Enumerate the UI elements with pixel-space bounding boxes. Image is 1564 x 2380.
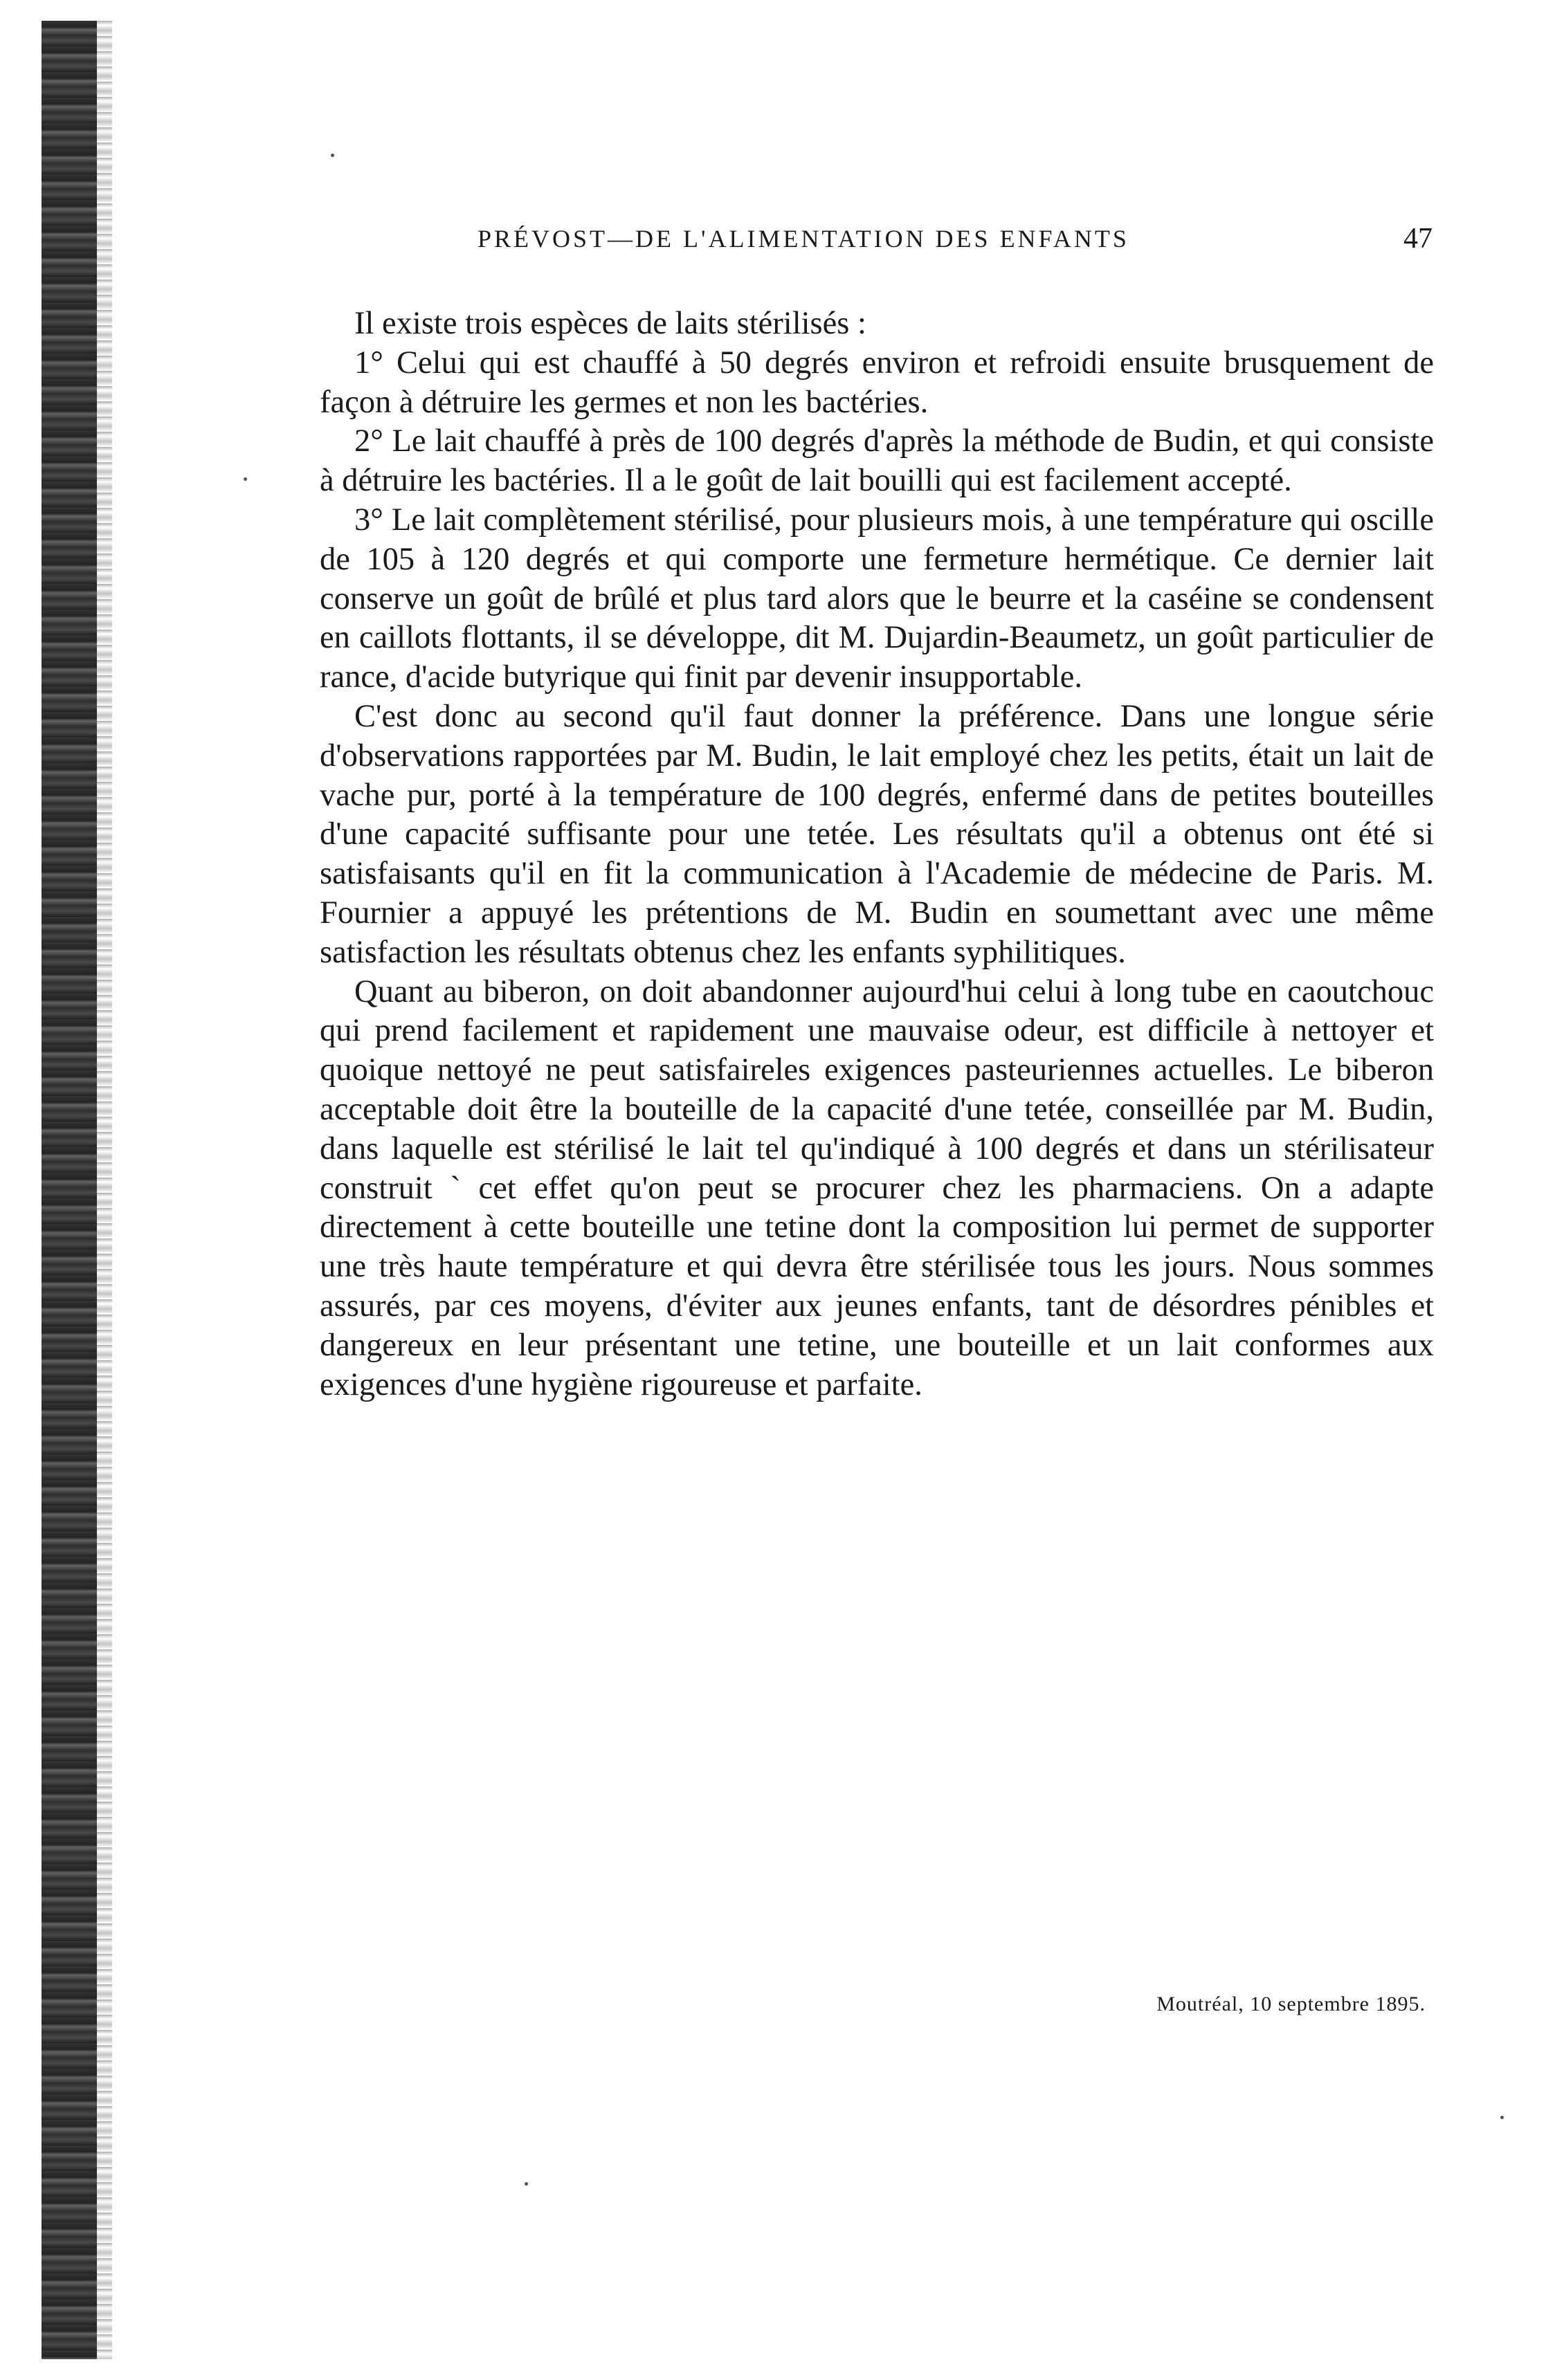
paragraph-type-2: 2° Le lait chauffé à près de 100 degrés d'après la méthode de Budin, et qui consiste à détruire les bactéries. Il a le goût de lait bouilli qui est facilement accepté. — [320, 423, 1434, 499]
running-title: PRÉVOST—DE L'ALIMENTATION DES ENFANTS — [478, 225, 1129, 253]
paragraph-type-1: 1° Celui qui est chauffé à 50 degrés environ et refroidi ensuite brusquement de façon à détruire les germes et non les bactéries. — [320, 345, 1434, 420]
paragraph-type-3: 3° Le lait complètement stérilisé, pour plusieurs mois, à une température qui oscille de 105 à 120 degrés et qui comporte une fermeture hermétique. Ce dernier lait conserve un goût de brûlé et plus tard alors que le beurre et la caséine se condensent en caillots flottants, il se développe, dit M. Dujardin-Beaumetz, un goût particulier de rance, d'acide butyrique qui finit par devenir insupportable. — [320, 502, 1434, 695]
book-binding-edge — [42, 21, 97, 2359]
paper-speck — [244, 477, 247, 481]
running-header — [478, 221, 1433, 256]
body-text — [320, 304, 1434, 1404]
paragraph-biberon: Quant au biberon, on doit abandonner aujourd'hui celui à long tube en caoutchouc qui prend facilement et rapidement une mauvaise odeur, est difficile à nettoyer et quoique nettoyé ne peut satisfaireles exigences pasteuriennes actuelles. Le biberon acceptable doit être la bouteille de la capacité d'une tetée, conseillée par M. Budin, dans laquelle est stérilisé le lait tel qu'indiqué à 100 degrés et dans un stérilisateur construit ` cet effet qu'on peut se procurer chez les pharmaciens. On a adapte directement à cette bouteille une tetine dont la composition lui permet de supporter une très haute température et qui devra être stérilisée tous les jours. Nous sommes assurés, par ces moyens, d'éviter aux jeunes enfants, tant de désordres pénibles et dangereux en leur présentant une tetine, une bouteille et un lait conformes aux exigences d'une hygiène rigoureuse et parfaite. — [320, 973, 1434, 1402]
paragraph-preference: C'est donc au second qu'il faut donner la préférence. Dans une longue série d'observations rapportées par M. Budin, le lait employé chez les petits, était un lait de vache pur, porté à la température de 100 degrés, enfermé dans de petites bouteilles d'une capacité suffisante pour une tetée. Les résultats qu'il a obtenus ont été si satisfaisants qu'il en fit la communication à l'Academie de médecine de Paris. M. Fournier a appuyé les prétentions de M. Budin en soumettant avec une même satisfaction les résultats obtenus chez les enfants syphilitiques. — [320, 698, 1434, 970]
page-number: 47 — [1403, 223, 1433, 255]
paper-speck — [1500, 2116, 1504, 2119]
paper-speck — [331, 154, 334, 157]
paragraph-intro: Il existe trois espèces de laits stérilisés : — [354, 306, 866, 341]
date-signature: Moutréal, 10 septembre 1895. — [1156, 1993, 1426, 2015]
paper-speck — [525, 2182, 528, 2186]
